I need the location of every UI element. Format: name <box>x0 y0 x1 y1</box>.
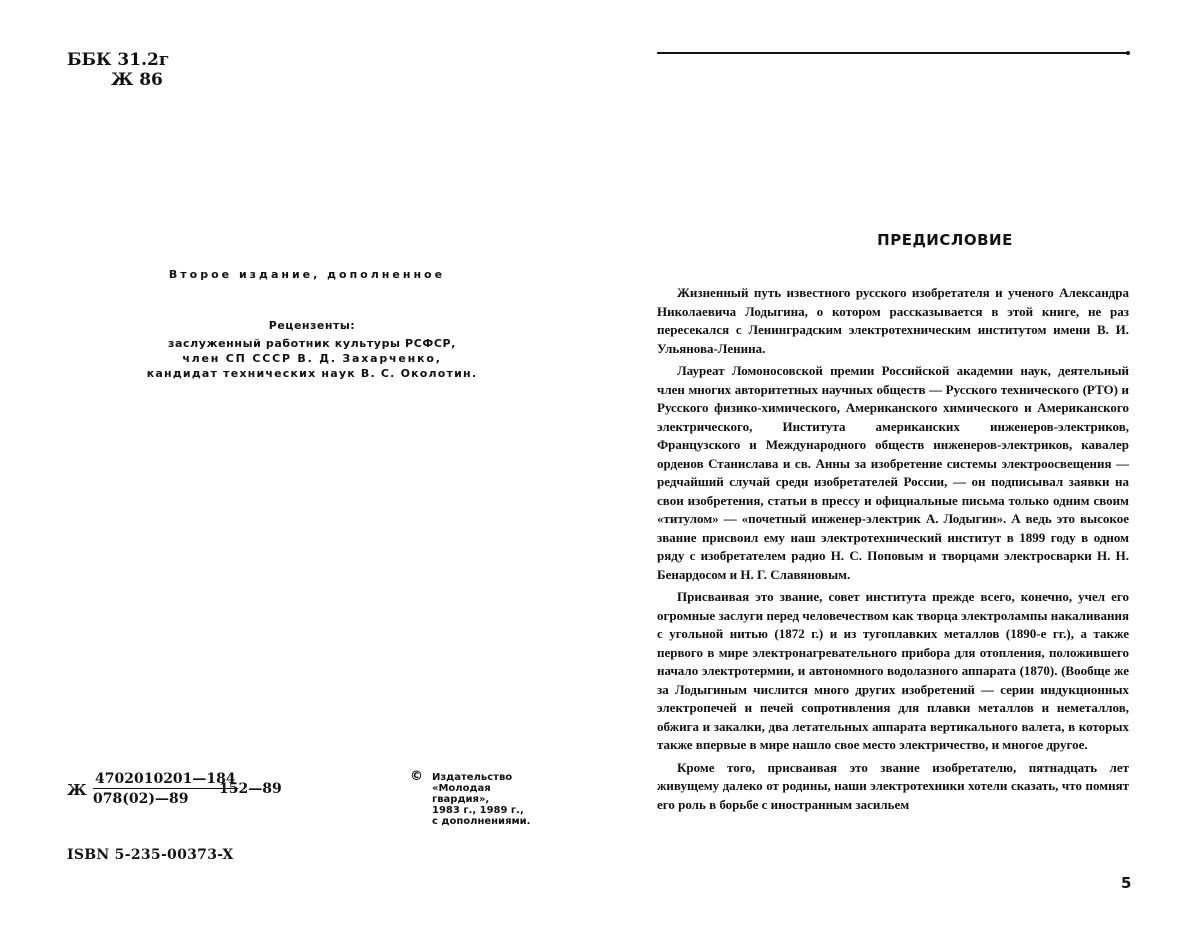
body-text <box>657 284 1129 814</box>
index-fraction <box>93 771 238 807</box>
bbk-code: ББК 31.2г <box>67 50 170 70</box>
reviewers-title: Рецензенты: <box>268 319 356 332</box>
paragraph: Жизненный путь известного русского изобретателя и ученого Александра Николаевича Лодыгина, о котором рассказывается в этой книге, не раз пересекался с Ленинградским электротехническим институтом имени В. И. Ульянова-Ленина. <box>657 285 1129 356</box>
index-letter: Ж <box>67 781 87 799</box>
author-mark: Ж 86 <box>111 70 163 90</box>
publisher-line-1: Издательство <box>432 772 513 783</box>
right-page <box>600 0 1200 940</box>
bbk-classification <box>67 50 169 90</box>
paragraph: Кроме того, присваивая это звание изобретателю, пятнадцать лет живущему далеко от родины, наши электротехники хотели сказать, что помнят его роль в борьбе с иностранным засильем <box>657 759 1129 812</box>
isbn: ISBN 5-235-00373-X <box>67 847 234 863</box>
paragraph: Присваивая это звание, совет института прежде всего, конечно, учел его огромные заслуги перед человечеством как творца электролампы накаливания с угольной нитью (1872 г.) и из тугоплавких металлов (1890-е гг.), а также первого в мире электронагревательного прибора для отопления, положившего начало электротермии, и автономного водолазного аппарата (1870). (Вообще же за Лодыгиным числится много других изобретений — серии индукционных электропечей и печей сопротивления для плавки металлов и неметаллов, обжига и закалки, два летательных аппарата вертикального валета, в которых также впервые в мире нашло свое место электричество, и многое другое. <box>657 589 1129 752</box>
catalog-index <box>67 771 297 811</box>
publisher-line-2: «Молодая <box>432 783 491 794</box>
header-rule <box>657 52 1127 54</box>
index-tail: 152—89 <box>219 781 282 797</box>
paragraph: Лауреат Ломоносовской премии Российской академии наук, деятельный член многих авторитетных научных обществ — Русского технического (РТО) и Русского физико-химического, Американского химического и Американского электрического, Института американских инженеров-электриков, Французского и Международного обществ инженеров-электриков, кавалер орденов Станислава и св. Анны за изобретение системы электроосвещения — редчайший случай среди изобретателей России, — он подписывал заявки на свои изобретения, статьи в прессу и официальные письма только одним своим «титулом» — «почетный инженер-электрик А. Лодыгин». А ведь это высокое звание присвоил ему наш электротехнический институт в 1899 году в одном ряду с изобретателем радио Н. С. Поповым и творцами электросварки Н. Н. Бенардосом и Н. Г. Славяновым. <box>657 363 1129 582</box>
index-numerator: 4702010201—184 <box>95 771 236 787</box>
reviewer-line-2: член СП СССР В. Д. Захарченко, <box>182 352 442 365</box>
publisher-lines <box>432 772 572 827</box>
chapter-title: ПРЕДИСЛОВИЕ <box>877 231 1013 249</box>
publisher-line-3: гвардия», <box>432 794 490 805</box>
edition-note: Второе издание, дополненное <box>168 268 446 281</box>
publisher-line-5: с дополнениями. <box>432 816 531 827</box>
index-denominator: 078(02)—89 <box>93 791 189 807</box>
page-number: 5 <box>1121 874 1132 892</box>
copyright-sign: © <box>410 769 423 784</box>
reviewer-line-1: заслуженный работник культуры РСФСР, <box>168 337 456 350</box>
reviewer-line-3: кандидат технических наук В. С. Околотин. <box>146 367 478 380</box>
reviewers-block <box>0 318 600 381</box>
publisher-line-4: 1983 г., 1989 г., <box>432 805 524 816</box>
